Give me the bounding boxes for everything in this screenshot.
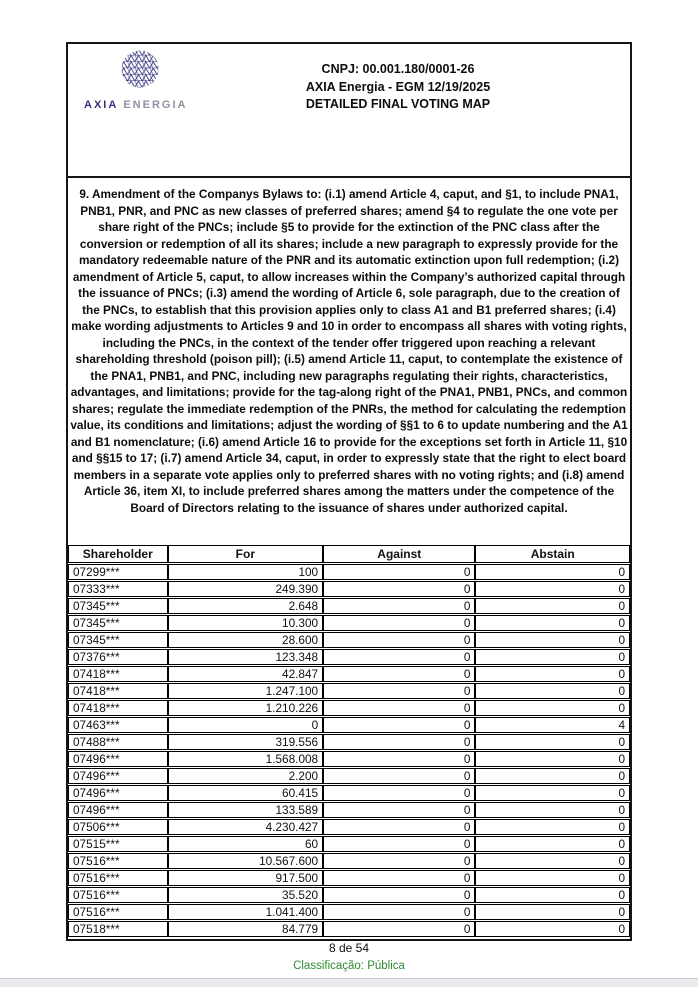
vote-count-cell: 0 bbox=[475, 598, 630, 614]
table-row bbox=[68, 887, 630, 903]
table-row bbox=[68, 717, 630, 733]
brand-primary-text: AXIA bbox=[84, 99, 119, 111]
vote-count-cell: 0 bbox=[323, 921, 475, 937]
vote-count-cell: 0 bbox=[323, 615, 475, 631]
vote-count-cell: 0 bbox=[475, 904, 630, 920]
vote-count-cell: 0 bbox=[475, 700, 630, 716]
document-title: DETAILED FINAL VOTING MAP bbox=[305, 97, 491, 111]
vote-count-cell: 123.348 bbox=[168, 649, 324, 665]
shareholder-cell: 07516*** bbox=[68, 870, 168, 886]
table-header-row bbox=[68, 545, 630, 563]
shareholder-cell: 07496*** bbox=[68, 768, 168, 784]
table-row bbox=[68, 751, 630, 767]
table-row bbox=[68, 666, 630, 682]
header-title-block bbox=[178, 61, 618, 114]
vote-count-cell: 10.300 bbox=[168, 615, 324, 631]
table-row bbox=[68, 904, 630, 920]
vote-count-cell: 0 bbox=[475, 870, 630, 886]
vote-count-cell: 0 bbox=[323, 564, 475, 580]
vote-count-cell: 28.600 bbox=[168, 632, 324, 648]
table-head bbox=[68, 545, 630, 563]
vote-count-cell: 1.041.400 bbox=[168, 904, 324, 920]
vote-count-cell: 917.500 bbox=[168, 870, 324, 886]
page-footer bbox=[0, 941, 698, 974]
vote-count-cell: 0 bbox=[323, 802, 475, 818]
shareholder-cell: 07345*** bbox=[68, 598, 168, 614]
table-row bbox=[68, 683, 630, 699]
vote-count-cell: 60.415 bbox=[168, 785, 324, 801]
agenda-item-text: 9. Amendment of the Companys Bylaws to: (i.1) amend Article 4, caput, and §1, to include PNA1, PNB1, PNR, and PNC as new classes of preferred shares; amend §4 to regulate the one vote per share right of the PNCs; include §5 to provide for the extinction of the PNC class after the conversion or redemption of all its shares; include a new paragraph to expressly provide for the mandatory redeemable nature of the PNR and its automatic extinction upon full redemption; (i.2) amendment of Article 5, caput, to allow increases within the Company’s authorized capital through the issuance of PNCs; (i.3) amend the wording of Article 6, sole paragraph, due to the creation of the PNCs, to establish that this provision applies only to class A1 and B1 preferred shares; (i.4) make wording adjustments to Articles 9 and 10 in order to encompass all shares with voting rights, including the PNCs, in the context of the tender offer triggered upon reaching a relevant shareholding threshold (poison pill); (i.5) amend Article 11, caput, to contemplate the existence of the PNA1, PNB1, and PNC, including new paragraphs regulating their rights, characteristics, advantages, and limitations; provide for the tag-along right of the PNA1, PNB1, PNCs, and common shares; regulate the immediate redemption of the PNRs, the method for calculating the redemption value, its conditions and limitations; adjust the wording of §§1 to 6 to update numbering and the A1 and B1 nomenclature; (i.6) amend Article 16 to provide for the exceptions set forth in Article 11, §10 and §§15 to 17; (i.7) amend Article 34, caput, in order to expressly state that the right to elect board members in a separate vote applies only to preferred shares with no voting rights; and (i.8) amend Article 36, item XI, to include preferred shares among the matters under the competence of the Board of Directors relating to the issuance of shares under authorized capital. bbox=[70, 187, 628, 515]
vote-count-cell: 0 bbox=[475, 632, 630, 648]
vote-count-cell: 0 bbox=[475, 768, 630, 784]
vote-count-cell: 133.589 bbox=[168, 802, 324, 818]
vote-count-cell: 0 bbox=[475, 649, 630, 665]
table-row bbox=[68, 921, 630, 937]
vote-count-cell: 1.210.226 bbox=[168, 700, 324, 716]
vote-count-cell: 0 bbox=[475, 666, 630, 682]
table-row bbox=[68, 870, 630, 886]
vote-count-cell: 0 bbox=[323, 632, 475, 648]
table-row bbox=[68, 700, 630, 716]
agenda-item-section bbox=[68, 178, 630, 544]
table-row bbox=[68, 768, 630, 784]
vote-count-cell: 4 bbox=[475, 717, 630, 733]
vote-count-cell: 0 bbox=[475, 853, 630, 869]
vote-count-cell: 0 bbox=[323, 581, 475, 597]
shareholder-cell: 07516*** bbox=[68, 887, 168, 903]
voting-table bbox=[68, 544, 630, 938]
shareholder-cell: 07496*** bbox=[68, 785, 168, 801]
table-row bbox=[68, 819, 630, 835]
table-row bbox=[68, 649, 630, 665]
page-number: 8 de 54 bbox=[328, 941, 370, 955]
shareholder-cell: 07418*** bbox=[68, 700, 168, 716]
vote-count-cell: 0 bbox=[323, 649, 475, 665]
table-row bbox=[68, 836, 630, 852]
page-border-frame bbox=[66, 42, 632, 941]
viewport-bottom-strip bbox=[0, 978, 698, 987]
vote-count-cell: 1.568.008 bbox=[168, 751, 324, 767]
vote-count-cell: 249.390 bbox=[168, 581, 324, 597]
vote-count-cell: 0 bbox=[323, 887, 475, 903]
vote-count-cell: 4.230.427 bbox=[168, 819, 324, 835]
vote-count-cell: 0 bbox=[475, 615, 630, 631]
document-header bbox=[68, 44, 630, 178]
table-row bbox=[68, 564, 630, 580]
shareholder-cell: 07463*** bbox=[68, 717, 168, 733]
table-row bbox=[68, 853, 630, 869]
column-header: Against bbox=[323, 545, 475, 563]
axia-globe-icon bbox=[120, 49, 160, 91]
vote-count-cell: 0 bbox=[475, 734, 630, 750]
vote-count-cell: 0 bbox=[323, 751, 475, 767]
vote-count-cell: 0 bbox=[323, 666, 475, 682]
shareholder-cell: 07518*** bbox=[68, 921, 168, 937]
vote-count-cell: 10.567.600 bbox=[168, 853, 324, 869]
vote-count-cell: 42.847 bbox=[168, 666, 324, 682]
vote-count-cell: 0 bbox=[475, 785, 630, 801]
table-row bbox=[68, 734, 630, 750]
column-header: Shareholder bbox=[68, 545, 168, 563]
shareholder-cell: 07515*** bbox=[68, 836, 168, 852]
shareholder-cell: 07516*** bbox=[68, 904, 168, 920]
vote-count-cell: 100 bbox=[168, 564, 324, 580]
vote-count-cell: 0 bbox=[323, 717, 475, 733]
meeting-line: AXIA Energia - EGM 12/19/2025 bbox=[305, 79, 491, 94]
vote-count-cell: 0 bbox=[323, 870, 475, 886]
shareholder-cell: 07506*** bbox=[68, 819, 168, 835]
shareholder-cell: 07418*** bbox=[68, 666, 168, 682]
shareholder-cell: 07496*** bbox=[68, 802, 168, 818]
shareholder-cell: 07516*** bbox=[68, 853, 168, 869]
table-row bbox=[68, 632, 630, 648]
shareholder-cell: 07376*** bbox=[68, 649, 168, 665]
cnpj-line: CNPJ: 00.001.180/0001-26 bbox=[321, 62, 475, 76]
classification-label: Classificação: Pública bbox=[293, 960, 405, 972]
shareholder-cell: 07488*** bbox=[68, 734, 168, 750]
shareholder-cell: 07345*** bbox=[68, 632, 168, 648]
vote-count-cell: 0 bbox=[475, 887, 630, 903]
vote-count-cell: 0 bbox=[475, 564, 630, 580]
shareholder-cell: 07299*** bbox=[68, 564, 168, 580]
vote-count-cell: 0 bbox=[475, 921, 630, 937]
vote-count-cell: 60 bbox=[168, 836, 324, 852]
vote-count-cell: 35.520 bbox=[168, 887, 324, 903]
brand-secondary-text: ENERGIA bbox=[123, 99, 188, 111]
table-row bbox=[68, 581, 630, 597]
table-body bbox=[68, 564, 630, 937]
vote-count-cell: 0 bbox=[323, 785, 475, 801]
vote-count-cell: 0 bbox=[323, 683, 475, 699]
vote-count-cell: 0 bbox=[323, 819, 475, 835]
shareholder-cell: 07345*** bbox=[68, 615, 168, 631]
vote-count-cell: 0 bbox=[323, 700, 475, 716]
shareholder-cell: 07496*** bbox=[68, 751, 168, 767]
table-row bbox=[68, 615, 630, 631]
vote-count-cell: 0 bbox=[323, 734, 475, 750]
vote-count-cell: 84.779 bbox=[168, 921, 324, 937]
shareholder-cell: 07333*** bbox=[68, 581, 168, 597]
vote-count-cell: 0 bbox=[475, 836, 630, 852]
vote-count-cell: 0 bbox=[323, 853, 475, 869]
vote-count-cell: 2.648 bbox=[168, 598, 324, 614]
vote-count-cell: 319.556 bbox=[168, 734, 324, 750]
vote-count-cell: 0 bbox=[323, 768, 475, 784]
vote-count-cell: 0 bbox=[475, 683, 630, 699]
vote-count-cell: 0 bbox=[475, 581, 630, 597]
vote-count-cell: 0 bbox=[323, 598, 475, 614]
column-header: For bbox=[168, 545, 324, 563]
table-row bbox=[68, 802, 630, 818]
vote-count-cell: 0 bbox=[168, 717, 324, 733]
vote-count-cell: 0 bbox=[475, 819, 630, 835]
vote-count-cell: 0 bbox=[323, 904, 475, 920]
vote-count-cell: 0 bbox=[475, 751, 630, 767]
column-header: Abstain bbox=[475, 545, 630, 563]
table-row bbox=[68, 785, 630, 801]
vote-count-cell: 0 bbox=[475, 802, 630, 818]
vote-count-cell: 2.200 bbox=[168, 768, 324, 784]
table-row bbox=[68, 598, 630, 614]
vote-count-cell: 0 bbox=[323, 836, 475, 852]
vote-count-cell: 1.247.100 bbox=[168, 683, 324, 699]
axia-logo-wordmark bbox=[84, 99, 187, 111]
shareholder-cell: 07418*** bbox=[68, 683, 168, 699]
